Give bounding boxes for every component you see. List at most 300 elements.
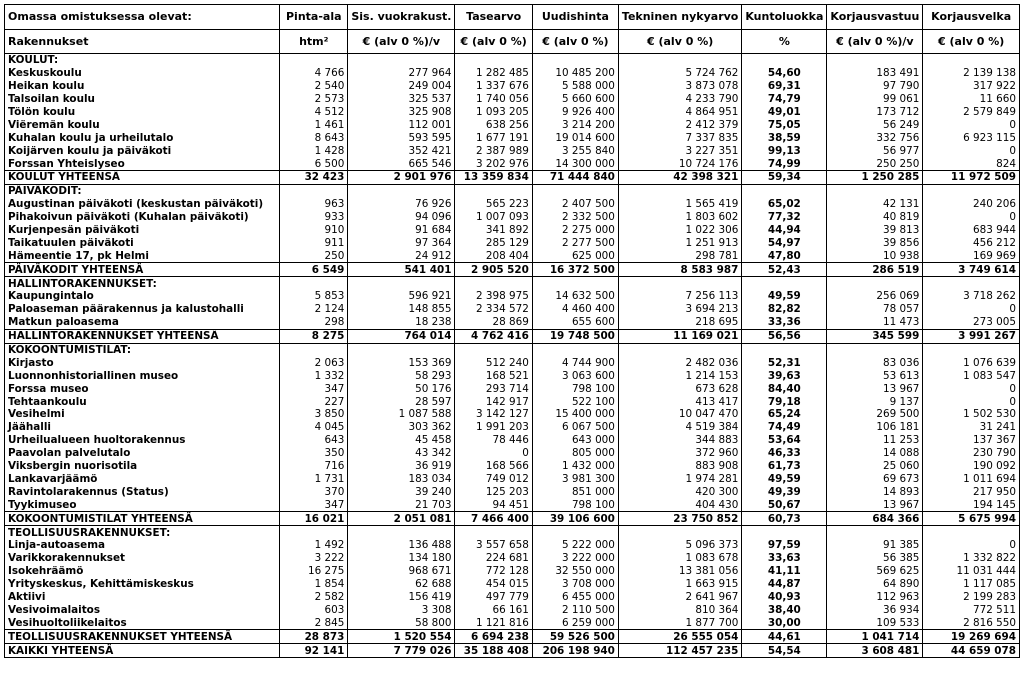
value-cell: 2 816 550 — [923, 616, 1020, 629]
value-cell: 638 256 — [455, 118, 532, 131]
value-cell: 3 608 481 — [827, 644, 923, 658]
col-header: Tasearvo — [455, 5, 532, 30]
building-name: Kaupungintalo — [5, 290, 280, 303]
value-cell: 345 599 — [827, 329, 923, 343]
value-cell: 1 076 639 — [923, 356, 1020, 369]
building-name: Tehtaankoulu — [5, 395, 280, 408]
value-cell: 1 803 602 — [618, 211, 741, 224]
value-cell: 512 240 — [455, 356, 532, 369]
unit-cell: € (alv 0 %) — [455, 30, 532, 54]
value-cell: 92 141 — [280, 644, 348, 658]
value-cell: 665 546 — [348, 157, 455, 170]
value-cell: 23 750 852 — [618, 512, 741, 526]
value-cell: 3 063 600 — [532, 369, 618, 382]
value-cell — [742, 54, 827, 67]
value-cell: 44,94 — [742, 224, 827, 237]
value-cell: 565 223 — [455, 198, 532, 211]
value-cell: 2 412 379 — [618, 118, 741, 131]
building-name: Taikatuulen päiväkoti — [5, 236, 280, 249]
building-name: Pihakoivun päiväkoti (Kuhalan päiväkoti) — [5, 211, 280, 224]
group-header-row — [5, 277, 1020, 290]
building-name: Hämeentie 17, pk Helmi — [5, 249, 280, 262]
value-cell: 39 856 — [827, 236, 923, 249]
value-cell: 9 137 — [827, 395, 923, 408]
value-cell: 772 128 — [455, 565, 532, 578]
table-row — [5, 236, 1020, 249]
table-row — [5, 552, 1020, 565]
value-cell: 206 198 940 — [532, 644, 618, 658]
value-cell: 14 893 — [827, 485, 923, 498]
value-cell: 13 359 834 — [455, 171, 532, 185]
value-cell: 56 385 — [827, 552, 923, 565]
value-cell: 62 688 — [348, 578, 455, 591]
value-cell: 1 011 694 — [923, 473, 1020, 486]
value-cell: 77,32 — [742, 211, 827, 224]
value-cell: 3 749 614 — [923, 263, 1020, 277]
table-row — [5, 290, 1020, 303]
value-cell: 136 488 — [348, 539, 455, 552]
value-cell: 4 766 — [280, 67, 348, 80]
unit-cell: € (alv 0 %) — [923, 30, 1020, 54]
value-cell: 109 533 — [827, 616, 923, 629]
value-cell: 97,59 — [742, 539, 827, 552]
value-cell: 596 921 — [348, 290, 455, 303]
value-cell: 2 905 520 — [455, 263, 532, 277]
value-cell: 19 269 694 — [923, 630, 1020, 644]
value-cell: 65,24 — [742, 408, 827, 421]
value-cell: 112 963 — [827, 591, 923, 604]
value-cell: 4 744 900 — [532, 356, 618, 369]
value-cell: 74,99 — [742, 157, 827, 170]
group-header-row — [5, 54, 1020, 67]
value-cell: 250 — [280, 249, 348, 262]
value-cell: 11 031 444 — [923, 565, 1020, 578]
value-cell: 2 124 — [280, 303, 348, 316]
value-cell: 42 131 — [827, 198, 923, 211]
value-cell: 1 083 678 — [618, 552, 741, 565]
value-cell: 1 083 547 — [923, 369, 1020, 382]
table-row — [5, 539, 1020, 552]
value-cell: 683 944 — [923, 224, 1020, 237]
value-cell: 13 381 056 — [618, 565, 741, 578]
value-cell: 911 — [280, 236, 348, 249]
value-cell: 25 060 — [827, 460, 923, 473]
header-row — [5, 5, 1020, 30]
value-cell: 94 096 — [348, 211, 455, 224]
value-cell: 142 917 — [455, 395, 532, 408]
value-cell: 218 695 — [618, 316, 741, 329]
value-cell: 347 — [280, 382, 348, 395]
value-cell: 4 512 — [280, 106, 348, 119]
unit-cell: € (alv 0 %) — [618, 30, 741, 54]
value-cell — [455, 343, 532, 356]
value-cell: 764 014 — [348, 329, 455, 343]
value-cell: 1 214 153 — [618, 369, 741, 382]
value-cell: 16 372 500 — [532, 263, 618, 277]
value-cell: 0 — [923, 144, 1020, 157]
value-cell: 2 398 975 — [455, 290, 532, 303]
table-row — [5, 303, 1020, 316]
value-cell: 2 387 989 — [455, 144, 532, 157]
value-cell: 65,02 — [742, 198, 827, 211]
value-cell: 3 873 078 — [618, 80, 741, 93]
value-cell: 54,60 — [742, 67, 827, 80]
table-row — [5, 80, 1020, 93]
units-label: Rakennukset — [5, 30, 280, 54]
col-header: Korjausvelka — [923, 5, 1020, 30]
value-cell: 21 703 — [348, 498, 455, 511]
value-cell: 227 — [280, 395, 348, 408]
table-row — [5, 106, 1020, 119]
unit-cell: € (alv 0 %)/v — [348, 30, 455, 54]
value-cell: 19 014 600 — [532, 131, 618, 144]
value-cell: 230 790 — [923, 447, 1020, 460]
value-cell — [923, 54, 1020, 67]
building-name: Talsoilan koulu — [5, 93, 280, 106]
value-cell: 43 342 — [348, 447, 455, 460]
value-cell: 456 212 — [923, 236, 1020, 249]
building-name: Matkun paloasema — [5, 316, 280, 329]
value-cell: 60,73 — [742, 512, 827, 526]
value-cell: 2 641 967 — [618, 591, 741, 604]
table-row — [5, 498, 1020, 511]
table-row — [5, 565, 1020, 578]
value-cell: 13 967 — [827, 498, 923, 511]
value-cell: 153 369 — [348, 356, 455, 369]
value-cell — [618, 343, 741, 356]
value-cell: 749 012 — [455, 473, 532, 486]
value-cell: 1 731 — [280, 473, 348, 486]
value-cell: 1 093 205 — [455, 106, 532, 119]
value-cell: 1 492 — [280, 539, 348, 552]
value-cell: 32 550 000 — [532, 565, 618, 578]
value-cell: 2 139 138 — [923, 67, 1020, 80]
value-cell: 2 573 — [280, 93, 348, 106]
value-cell: 413 417 — [618, 395, 741, 408]
value-cell: 5 660 600 — [532, 93, 618, 106]
value-cell: 293 714 — [455, 382, 532, 395]
value-cell: 11 660 — [923, 93, 1020, 106]
value-cell: 97 364 — [348, 236, 455, 249]
value-cell — [618, 184, 741, 197]
value-cell: 298 781 — [618, 249, 741, 262]
table-row — [5, 591, 1020, 604]
value-cell: 1 250 285 — [827, 171, 923, 185]
value-cell: 106 181 — [827, 421, 923, 434]
value-cell: 285 129 — [455, 236, 532, 249]
value-cell: 39,63 — [742, 369, 827, 382]
table-row — [5, 198, 1020, 211]
value-cell — [348, 343, 455, 356]
table-row — [5, 369, 1020, 382]
table-row — [5, 447, 1020, 460]
total-row — [5, 512, 1020, 526]
building-name: Lankavarjäämö — [5, 473, 280, 486]
value-cell: 0 — [455, 447, 532, 460]
value-cell: 66 161 — [455, 603, 532, 616]
value-cell: 10 938 — [827, 249, 923, 262]
value-cell: 1 041 714 — [827, 630, 923, 644]
value-cell: 97 790 — [827, 80, 923, 93]
value-cell: 82,82 — [742, 303, 827, 316]
value-cell: 1 121 816 — [455, 616, 532, 629]
value-cell: 2 332 500 — [532, 211, 618, 224]
value-cell: 44 659 078 — [923, 644, 1020, 658]
value-cell — [280, 184, 348, 197]
value-cell: 18 238 — [348, 316, 455, 329]
value-cell: 39 106 600 — [532, 512, 618, 526]
value-cell — [923, 277, 1020, 290]
group-header-row — [5, 343, 1020, 356]
value-cell: 1 428 — [280, 144, 348, 157]
group-header-row — [5, 526, 1020, 539]
value-cell: 41,11 — [742, 565, 827, 578]
value-cell: 250 250 — [827, 157, 923, 170]
value-cell: 317 922 — [923, 80, 1020, 93]
value-cell: 4 519 384 — [618, 421, 741, 434]
table-row — [5, 603, 1020, 616]
value-cell: 1 332 — [280, 369, 348, 382]
value-cell: 10 047 470 — [618, 408, 741, 421]
value-cell: 50,67 — [742, 498, 827, 511]
unit-cell: htm² — [280, 30, 348, 54]
value-cell — [618, 277, 741, 290]
value-cell: 78 446 — [455, 434, 532, 447]
value-cell: 39 240 — [348, 485, 455, 498]
value-cell — [280, 54, 348, 67]
value-cell: 38,59 — [742, 131, 827, 144]
value-cell: 4 045 — [280, 421, 348, 434]
value-cell — [923, 343, 1020, 356]
value-cell: 0 — [923, 395, 1020, 408]
value-cell: 1 332 822 — [923, 552, 1020, 565]
value-cell: 11 473 — [827, 316, 923, 329]
group-label: PÄIVÄKODIT: — [5, 184, 280, 197]
total-label: KOULUT YHTEENSÄ — [5, 171, 280, 185]
value-cell: 26 555 054 — [618, 630, 741, 644]
value-cell: 16 021 — [280, 512, 348, 526]
value-cell — [348, 54, 455, 67]
value-cell: 352 421 — [348, 144, 455, 157]
table-row — [5, 118, 1020, 131]
value-cell: 240 206 — [923, 198, 1020, 211]
building-name: Forssa museo — [5, 382, 280, 395]
value-cell: 137 367 — [923, 434, 1020, 447]
value-cell: 168 566 — [455, 460, 532, 473]
value-cell: 40 819 — [827, 211, 923, 224]
value-cell: 14 300 000 — [532, 157, 618, 170]
value-cell — [280, 526, 348, 539]
value-cell: 2 901 976 — [348, 171, 455, 185]
value-cell: 332 756 — [827, 131, 923, 144]
value-cell: 3 222 — [280, 552, 348, 565]
value-cell: 2 275 000 — [532, 224, 618, 237]
table-row — [5, 144, 1020, 157]
value-cell: 183 034 — [348, 473, 455, 486]
building-name: Heikan koulu — [5, 80, 280, 93]
building-name: Vesihelmi — [5, 408, 280, 421]
value-cell: 655 600 — [532, 316, 618, 329]
value-cell: 0 — [923, 382, 1020, 395]
value-cell: 8 275 — [280, 329, 348, 343]
value-cell: 273 005 — [923, 316, 1020, 329]
value-cell — [742, 526, 827, 539]
value-cell: 8 643 — [280, 131, 348, 144]
value-cell: 3 202 976 — [455, 157, 532, 170]
value-cell: 6 259 000 — [532, 616, 618, 629]
value-cell: 2 579 849 — [923, 106, 1020, 119]
value-cell: 15 400 000 — [532, 408, 618, 421]
value-cell: 53 613 — [827, 369, 923, 382]
value-cell: 3 222 000 — [532, 552, 618, 565]
value-cell: 1 854 — [280, 578, 348, 591]
value-cell: 7 337 835 — [618, 131, 741, 144]
value-cell: 94 451 — [455, 498, 532, 511]
value-cell: 74,79 — [742, 93, 827, 106]
value-cell: 0 — [923, 303, 1020, 316]
value-cell: 3 214 200 — [532, 118, 618, 131]
value-cell: 6 067 500 — [532, 421, 618, 434]
value-cell: 10 485 200 — [532, 67, 618, 80]
total-row — [5, 329, 1020, 343]
value-cell: 125 203 — [455, 485, 532, 498]
value-cell — [827, 343, 923, 356]
table-row — [5, 382, 1020, 395]
value-cell: 35 188 408 — [455, 644, 532, 658]
value-cell: 4 233 790 — [618, 93, 741, 106]
value-cell: 1 087 588 — [348, 408, 455, 421]
value-cell: 1 520 554 — [348, 630, 455, 644]
group-label: TEOLLISUUSRAKENNUKSET: — [5, 526, 280, 539]
building-name: Tölön koulu — [5, 106, 280, 119]
value-cell: 173 712 — [827, 106, 923, 119]
building-name: Vesivoimalaitos — [5, 603, 280, 616]
value-cell — [618, 526, 741, 539]
value-cell: 625 000 — [532, 249, 618, 262]
value-cell — [455, 277, 532, 290]
value-cell: 33,36 — [742, 316, 827, 329]
building-name: Tyykimuseo — [5, 498, 280, 511]
value-cell: 6 500 — [280, 157, 348, 170]
table-row — [5, 460, 1020, 473]
table-title: Omassa omistuksessa olevat: — [5, 5, 280, 30]
value-cell: 3 850 — [280, 408, 348, 421]
value-cell: 2 063 — [280, 356, 348, 369]
value-cell — [455, 54, 532, 67]
building-name: Aktiivi — [5, 591, 280, 604]
value-cell: 40,93 — [742, 591, 827, 604]
table-row — [5, 434, 1020, 447]
value-cell: 3 557 658 — [455, 539, 532, 552]
value-cell: 716 — [280, 460, 348, 473]
unit-cell: € (alv 0 %)/v — [827, 30, 923, 54]
value-cell: 74,49 — [742, 421, 827, 434]
building-name: Varikkorakennukset — [5, 552, 280, 565]
value-cell: 286 519 — [827, 263, 923, 277]
value-cell: 112 001 — [348, 118, 455, 131]
value-cell — [827, 54, 923, 67]
value-cell: 7 466 400 — [455, 512, 532, 526]
value-cell: 36 934 — [827, 603, 923, 616]
building-name: Kurjenpesän päiväkoti — [5, 224, 280, 237]
value-cell: 28 873 — [280, 630, 348, 644]
value-cell: 36 919 — [348, 460, 455, 473]
table-row — [5, 93, 1020, 106]
value-cell: 59,34 — [742, 171, 827, 185]
value-cell: 13 967 — [827, 382, 923, 395]
value-cell: 11 972 509 — [923, 171, 1020, 185]
value-cell: 372 960 — [618, 447, 741, 460]
value-cell: 3 718 262 — [923, 290, 1020, 303]
value-cell: 3 255 840 — [532, 144, 618, 157]
value-cell — [618, 54, 741, 67]
value-cell: 58 293 — [348, 369, 455, 382]
building-name: Paavolan palvelutalo — [5, 447, 280, 460]
value-cell: 2 277 500 — [532, 236, 618, 249]
value-cell: 3 708 000 — [532, 578, 618, 591]
value-cell: 933 — [280, 211, 348, 224]
value-cell: 497 779 — [455, 591, 532, 604]
buildings-table — [4, 4, 1020, 658]
value-cell: 28 597 — [348, 395, 455, 408]
value-cell: 1 337 676 — [455, 80, 532, 93]
value-cell: 2 582 — [280, 591, 348, 604]
value-cell: 3 694 213 — [618, 303, 741, 316]
value-cell — [348, 184, 455, 197]
value-cell — [348, 277, 455, 290]
value-cell — [532, 277, 618, 290]
total-label: KOKOONTUMISTILAT YHTEENSÄ — [5, 512, 280, 526]
value-cell: 91 385 — [827, 539, 923, 552]
col-header: Uudishinta — [532, 5, 618, 30]
value-cell: 6 923 115 — [923, 131, 1020, 144]
total-label: HALLINTORAKENNUKSET YHTEENSÄ — [5, 329, 280, 343]
unit-cell: € (alv 0 %) — [532, 30, 618, 54]
value-cell: 14 088 — [827, 447, 923, 460]
value-cell: 5 853 — [280, 290, 348, 303]
value-cell — [742, 184, 827, 197]
value-cell: 32 423 — [280, 171, 348, 185]
value-cell: 79,18 — [742, 395, 827, 408]
value-cell: 78 057 — [827, 303, 923, 316]
value-cell — [455, 184, 532, 197]
value-cell: 61,73 — [742, 460, 827, 473]
total-label: PÄIVÄKODIT YHTEENSÄ — [5, 263, 280, 277]
value-cell: 603 — [280, 603, 348, 616]
building-name: Forssan Yhteislyseo — [5, 157, 280, 170]
value-cell: 8 583 987 — [618, 263, 741, 277]
total-label: KAIKKI YHTEENSÄ — [5, 644, 280, 658]
value-cell: 50 176 — [348, 382, 455, 395]
col-header: Pinta-ala — [280, 5, 348, 30]
building-name: Viksbergin nuorisotila — [5, 460, 280, 473]
value-cell: 194 145 — [923, 498, 1020, 511]
value-cell: 420 300 — [618, 485, 741, 498]
value-cell: 11 169 021 — [618, 329, 741, 343]
value-cell: 2 407 500 — [532, 198, 618, 211]
value-cell: 4 762 416 — [455, 329, 532, 343]
value-cell: 325 908 — [348, 106, 455, 119]
value-cell: 49,59 — [742, 473, 827, 486]
value-cell: 47,80 — [742, 249, 827, 262]
value-cell: 1 007 093 — [455, 211, 532, 224]
value-cell: 46,33 — [742, 447, 827, 460]
value-cell: 2 110 500 — [532, 603, 618, 616]
value-cell: 1 432 000 — [532, 460, 618, 473]
total-row — [5, 171, 1020, 185]
value-cell: 0 — [923, 211, 1020, 224]
value-cell: 341 892 — [455, 224, 532, 237]
